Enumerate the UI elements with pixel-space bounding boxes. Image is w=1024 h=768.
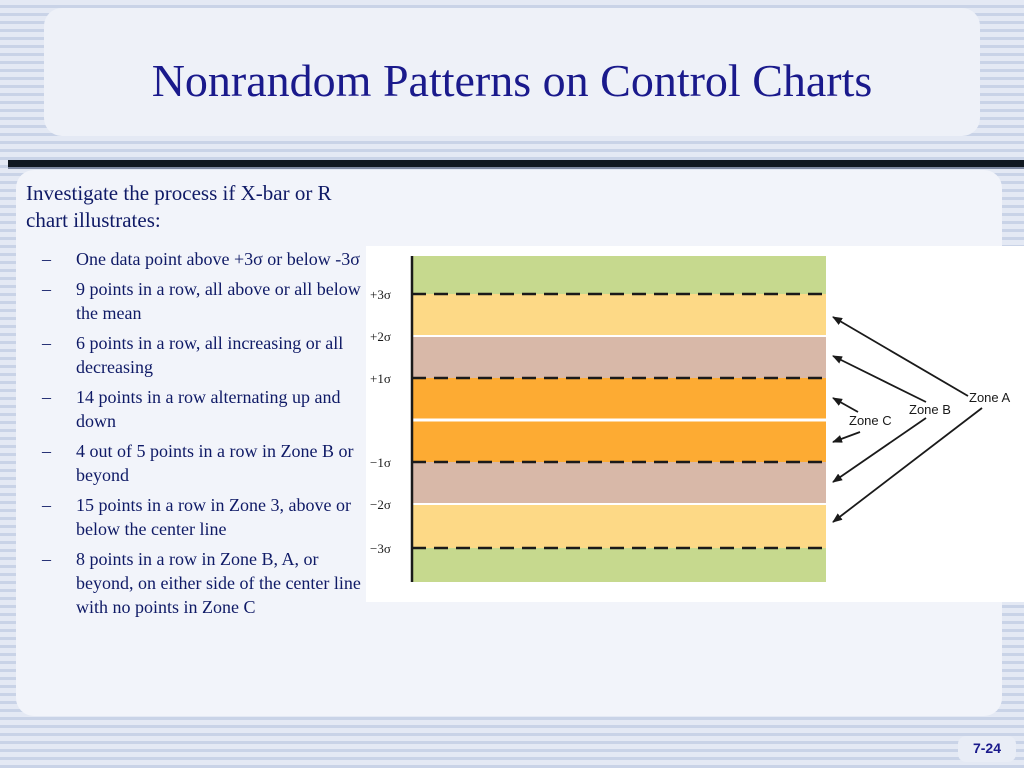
bullet-dash: – [42,279,51,299]
bullet-item [26,493,366,541]
bullet-item [26,439,366,487]
bullet-dash: – [42,441,51,461]
band-zone-c-upper [412,378,826,420]
sigma-label: −3σ [370,541,391,556]
title-panel [44,8,980,136]
control-chart-zones-figure [366,246,1024,602]
bullet-text: 6 points in a row, all increasing or all decreasing [76,333,344,377]
bullet-text: 4 out of 5 points in a row in Zone B or beyond [76,441,354,485]
sigma-label: −2σ [370,497,391,512]
band-zone-b-lower [412,462,826,504]
sigma-label: −1σ [370,455,391,470]
bullet-item [26,385,366,433]
bullet-text: 8 points in a row in Zone B, A, or beyond, on either side of the center line with no points in Zone C [76,549,361,617]
zone-c-upper-arrow [833,398,858,412]
bullet-item [26,331,366,379]
bullet-text: 15 points in a row in Zone 3, above or below the center line [76,495,351,539]
band-below-3sigma [412,548,826,582]
bullet-dash: – [42,549,51,569]
bullet-item [26,247,366,271]
bullet-text: One data point above +3σ or below -3σ [76,249,360,269]
sigma-label: +3σ [370,287,391,302]
bullet-item [26,277,366,325]
zone-c-label: Zone C [849,413,892,428]
intro-text: Investigate the process if X-bar or R chart illustrates: [26,181,332,232]
title-divider [8,160,1024,167]
bullet-list [26,247,366,625]
page-number-panel [958,736,1016,762]
band-zone-a-upper [412,294,826,336]
title-divider-shadow [8,167,1024,169]
zone-c-lower-arrow [833,432,860,442]
page-number: 7-24 [972,740,1002,756]
bullet-dash: – [42,495,51,515]
bullet-text: 9 points in a row, all above or all below the mean [76,279,361,323]
slide-title: Nonrandom Patterns on Control Charts [151,55,873,106]
zone-b-label: Zone B [909,402,951,417]
zone-a-upper-arrow [833,317,968,396]
bullet-dash: – [42,249,51,269]
bullet-dash: – [42,387,51,407]
sigma-label: +2σ [370,329,391,344]
bullet-text: 14 points in a row alternating up and down [76,387,341,431]
band-zone-a-lower [412,504,826,548]
band-zone-b-upper [412,336,826,378]
zones-diagram [366,246,1024,602]
band-above-3sigma [412,256,826,294]
zone-a-label: Zone A [969,390,1011,405]
sigma-label: +1σ [370,371,391,386]
band-zone-c-lower [412,420,826,462]
bullet-item [26,547,366,619]
bullet-dash: – [42,333,51,353]
